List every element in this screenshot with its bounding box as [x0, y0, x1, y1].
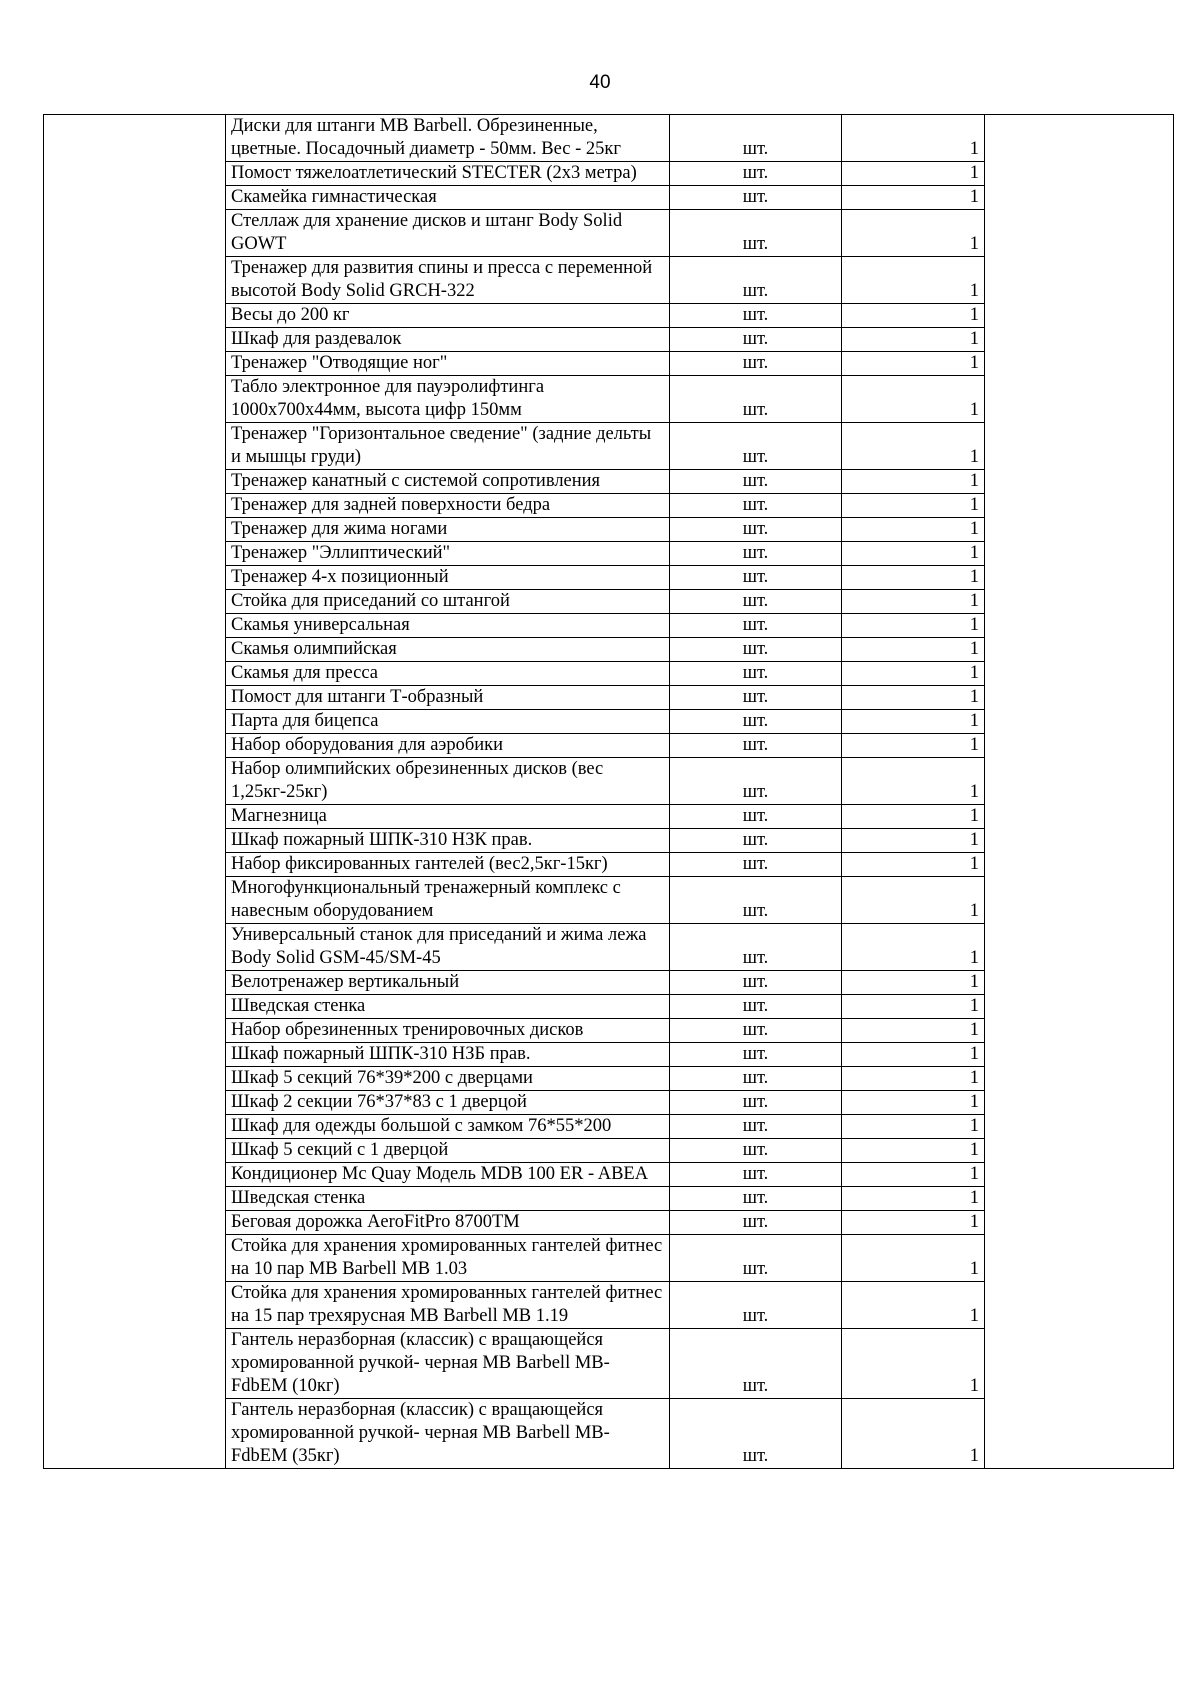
- unit-cell: шт.: [670, 638, 842, 662]
- item-name-cell: Шкаф 2 секции 76*37*83 с 1 дверцой: [226, 1091, 670, 1115]
- unit-cell: шт.: [670, 1329, 842, 1399]
- quantity-cell: 1: [842, 1211, 985, 1235]
- unit-cell: шт.: [670, 304, 842, 328]
- unit-cell: шт.: [670, 186, 842, 210]
- quantity-cell: 1: [842, 470, 985, 494]
- unit-cell: шт.: [670, 115, 842, 162]
- quantity-cell: 1: [842, 853, 985, 877]
- page-number: 40: [589, 72, 611, 93]
- item-name-cell: Помост тяжелоатлетический STECTER (2x3 метра): [226, 162, 670, 186]
- quantity-cell: 1: [842, 1067, 985, 1091]
- item-name-cell: Скамья олимпийская: [226, 638, 670, 662]
- item-name-cell: Тренажер для задней поверхности бедра: [226, 494, 670, 518]
- unit-cell: шт.: [670, 376, 842, 423]
- item-name-cell: Тренажер "Эллиптический": [226, 542, 670, 566]
- quantity-cell: 1: [842, 638, 985, 662]
- item-name-cell: Набор фиксированных гантелей (вес2,5кг-15кг): [226, 853, 670, 877]
- unit-cell: шт.: [670, 423, 842, 470]
- quantity-cell: 1: [842, 566, 985, 590]
- unit-cell: шт.: [670, 257, 842, 304]
- item-name-cell: Тренажер канатный с системой сопротивления: [226, 470, 670, 494]
- quantity-cell: 1: [842, 1043, 985, 1067]
- item-name-cell: Стойка для приседаний со штангой: [226, 590, 670, 614]
- unit-cell: шт.: [670, 352, 842, 376]
- unit-cell: шт.: [670, 1211, 842, 1235]
- item-name-cell: Скамья для пресса: [226, 662, 670, 686]
- item-name-cell: Тренажер для жима ногами: [226, 518, 670, 542]
- unit-cell: шт.: [670, 1115, 842, 1139]
- quantity-cell: 1: [842, 924, 985, 971]
- item-name-cell: Тренажер для развития спины и пресса с переменной высотой Body Solid GRCH-322: [226, 257, 670, 304]
- item-name-cell: Тренажер 4-х позиционный: [226, 566, 670, 590]
- unit-cell: шт.: [670, 995, 842, 1019]
- unit-cell: шт.: [670, 805, 842, 829]
- unit-cell: шт.: [670, 734, 842, 758]
- quantity-cell: 1: [842, 494, 985, 518]
- item-name-cell: Диски для штанги MB Barbell. Обрезиненные, цветные. Посадочный диаметр - 50мм. Вес - 25кг: [226, 115, 670, 162]
- item-name-cell: Шкаф пожарный ШПК-310 НЗБ прав.: [226, 1043, 670, 1067]
- item-name-cell: Шведская стенка: [226, 1187, 670, 1211]
- unit-cell: шт.: [670, 210, 842, 257]
- quantity-cell: 1: [842, 1139, 985, 1163]
- unit-cell: шт.: [670, 662, 842, 686]
- quantity-cell: 1: [842, 734, 985, 758]
- item-name-cell: Парта для бицепса: [226, 710, 670, 734]
- quantity-cell: 1: [842, 971, 985, 995]
- quantity-cell: 1: [842, 710, 985, 734]
- quantity-cell: 1: [842, 423, 985, 470]
- quantity-cell: 1: [842, 1163, 985, 1187]
- unit-cell: шт.: [670, 829, 842, 853]
- item-name-cell: Шкаф 5 секций с 1 дверцой: [226, 1139, 670, 1163]
- unit-cell: шт.: [670, 1235, 842, 1282]
- quantity-cell: 1: [842, 210, 985, 257]
- item-name-cell: Стеллаж для хранение дисков и штанг Body Solid GOWT: [226, 210, 670, 257]
- item-name-cell: Весы до 200 кг: [226, 304, 670, 328]
- item-name-cell: Набор олимпийских обрезиненных дисков (вес 1,25кг-25кг): [226, 758, 670, 805]
- quantity-cell: 1: [842, 1235, 985, 1282]
- unit-cell: шт.: [670, 971, 842, 995]
- item-name-cell: Набор оборудования для аэробики: [226, 734, 670, 758]
- quantity-cell: 1: [842, 328, 985, 352]
- item-name-cell: Шведская стенка: [226, 995, 670, 1019]
- quantity-cell: 1: [842, 829, 985, 853]
- quantity-cell: 1: [842, 877, 985, 924]
- quantity-cell: 1: [842, 758, 985, 805]
- item-name-cell: Кондиционер Mc Quay Модель MDB 100 ER - ABEA: [226, 1163, 670, 1187]
- quantity-cell: 1: [842, 1019, 985, 1043]
- unit-cell: шт.: [670, 470, 842, 494]
- quantity-cell: 1: [842, 590, 985, 614]
- item-name-cell: Помост для штанги Т-образный: [226, 686, 670, 710]
- quantity-cell: 1: [842, 518, 985, 542]
- quantity-cell: 1: [842, 162, 985, 186]
- quantity-cell: 1: [842, 1091, 985, 1115]
- quantity-cell: 1: [842, 805, 985, 829]
- quantity-cell: 1: [842, 542, 985, 566]
- table-row: [44, 115, 1174, 162]
- item-name-cell: Скамейка гимнастическая: [226, 186, 670, 210]
- unit-cell: шт.: [670, 1043, 842, 1067]
- quantity-cell: 1: [842, 1329, 985, 1399]
- item-name-cell: Гантель неразборная (классик) с вращающейся хромированной ручкой- черная MB Barbell MB-FdbEM (35кг): [226, 1399, 670, 1469]
- quantity-cell: 1: [842, 186, 985, 210]
- item-name-cell: Стойка для хранения хромированных гантелей фитнес на 15 пар трехярусная MB Barbell MB 1.19: [226, 1282, 670, 1329]
- quantity-cell: 1: [842, 257, 985, 304]
- quantity-cell: 1: [842, 304, 985, 328]
- unit-cell: шт.: [670, 853, 842, 877]
- item-name-cell: Тренажер "Горизонтальное сведение" (задние дельты и мышцы груди): [226, 423, 670, 470]
- item-name-cell: Гантель неразборная (классик) с вращающейся хромированной ручкой- черная MB Barbell MB-FdbEM (10кг): [226, 1329, 670, 1399]
- quantity-cell: 1: [842, 614, 985, 638]
- unit-cell: шт.: [670, 1399, 842, 1469]
- unit-cell: шт.: [670, 328, 842, 352]
- item-name-cell: Велотренажер вертикальный: [226, 971, 670, 995]
- unit-cell: шт.: [670, 1019, 842, 1043]
- unit-cell: шт.: [670, 494, 842, 518]
- unit-cell: шт.: [670, 542, 842, 566]
- item-name-cell: Шкаф для одежды большой с замком 76*55*200: [226, 1115, 670, 1139]
- unit-cell: шт.: [670, 1091, 842, 1115]
- item-name-cell: Тренажер "Отводящие ног": [226, 352, 670, 376]
- unit-cell: шт.: [670, 1163, 842, 1187]
- item-name-cell: Стойка для хранения хромированных гантелей фитнес на 10 пар MB Barbell MB 1.03: [226, 1235, 670, 1282]
- unit-cell: шт.: [670, 1139, 842, 1163]
- item-name-cell: Набор обрезиненных тренировочных дисков: [226, 1019, 670, 1043]
- empty-left-column-cell: [44, 115, 226, 1469]
- item-name-cell: Шкаф для раздевалок: [226, 328, 670, 352]
- unit-cell: шт.: [670, 877, 842, 924]
- item-name-cell: Шкаф пожарный ШПК-310 НЗК прав.: [226, 829, 670, 853]
- unit-cell: шт.: [670, 710, 842, 734]
- unit-cell: шт.: [670, 590, 842, 614]
- unit-cell: шт.: [670, 1067, 842, 1091]
- quantity-cell: 1: [842, 662, 985, 686]
- quantity-cell: 1: [842, 376, 985, 423]
- item-name-cell: Табло электронное для пауэролифтинга 1000x700x44мм, высота цифр 150мм: [226, 376, 670, 423]
- unit-cell: шт.: [670, 162, 842, 186]
- unit-cell: шт.: [670, 1187, 842, 1211]
- unit-cell: шт.: [670, 566, 842, 590]
- quantity-cell: 1: [842, 1399, 985, 1469]
- unit-cell: шт.: [670, 686, 842, 710]
- quantity-cell: 1: [842, 115, 985, 162]
- quantity-cell: 1: [842, 1282, 985, 1329]
- item-name-cell: Универсальный станок для приседаний и жима лежа Body Solid GSM-45/SM-45: [226, 924, 670, 971]
- quantity-cell: 1: [842, 995, 985, 1019]
- unit-cell: шт.: [670, 758, 842, 805]
- unit-cell: шт.: [670, 924, 842, 971]
- quantity-cell: 1: [842, 352, 985, 376]
- quantity-cell: 1: [842, 1187, 985, 1211]
- unit-cell: шт.: [670, 1282, 842, 1329]
- unit-cell: шт.: [670, 614, 842, 638]
- quantity-cell: 1: [842, 1115, 985, 1139]
- item-name-cell: Магнезница: [226, 805, 670, 829]
- quantity-cell: 1: [842, 686, 985, 710]
- item-name-cell: Беговая дорожка AeroFitPro 8700TM: [226, 1211, 670, 1235]
- item-name-cell: Многофункциональный тренажерный комплекс с навесным оборудованием: [226, 877, 670, 924]
- item-name-cell: Скамья универсальная: [226, 614, 670, 638]
- inventory-table: [43, 114, 1174, 1469]
- unit-cell: шт.: [670, 518, 842, 542]
- item-name-cell: Шкаф 5 секций 76*39*200 с дверцами: [226, 1067, 670, 1091]
- empty-right-column-cell: [985, 115, 1174, 1469]
- inventory-table-body: [44, 115, 1174, 1469]
